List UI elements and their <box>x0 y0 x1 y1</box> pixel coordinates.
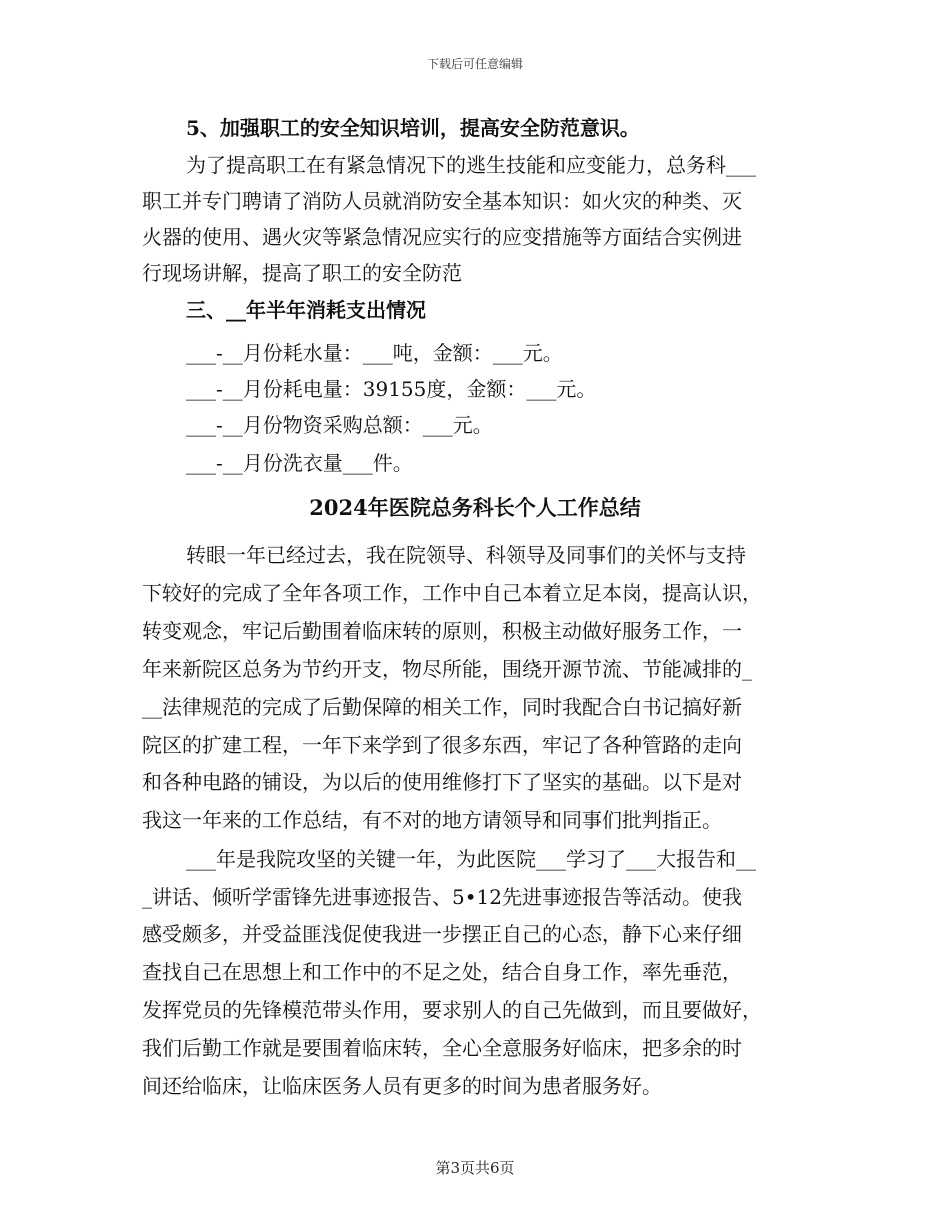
paragraph2-line: 查找自己在思想上和工作中的不足之处，结合自身工作，率先垂范， <box>142 960 742 984</box>
section5-line: 职工并专门聘请了消防人员就消防安全基本知识：如火灾的种类、灭 <box>142 189 742 213</box>
paragraph2-line: 感受颇多，并受益匪浅促使我进一步摆正自己的心态，静下心来仔细 <box>142 922 742 946</box>
paragraph2-line: 间还给临床，让临床医务人员有更多的时间为患者服务好。 <box>142 1074 662 1098</box>
paragraph2-line: _讲话、倾听学雷锋先进事迹报告、5•12先进事迹报告等活动。使我 <box>142 885 742 909</box>
page-number: 第3页共6页 <box>435 1159 515 1177</box>
paragraph1-line: 下较好的完成了全年各项工作，工作中自己本着立足本岗，提高认识， <box>142 581 762 605</box>
paragraph2-line: ___年是我院攻坚的关键一年，为此医院___学习了___大报告和__ <box>186 847 756 871</box>
section3-heading: 三、__年半年消耗支出情况 <box>186 298 426 322</box>
consumption-item: ___-__月份物资采购总额：___元。 <box>186 413 493 437</box>
page-header: 下载后可任意编辑 <box>426 57 523 71</box>
section5-line: 为了提高职工在有紧急情况下的逃生技能和应变能力，总务科___ <box>186 153 756 177</box>
document-title: 2024年医院总务科长个人工作总结 <box>309 495 641 520</box>
paragraph2-line: 我们后勤工作就是要围着临床转，全心全意服务好临床，把多余的时 <box>142 1036 742 1060</box>
consumption-item: ___-__月份耗电量：39155度，金额：___元。 <box>186 377 597 401</box>
paragraph2-line: 发挥党员的先锋模范带头作用，要求别人的自己先做到，而且要做好， <box>142 998 762 1022</box>
paragraph1-line: 和各种电路的铺设，为以后的使用维修打下了坚实的基础。以下是对 <box>142 770 742 794</box>
consumption-item: ___-__月份耗水量：___吨，金额：___元。 <box>186 341 563 365</box>
section5-heading: 5、加强职工的安全知识培训，提高安全防范意识。 <box>186 116 640 140</box>
paragraph1-line: 转眼一年已经过去，我在院领导、科领导及同事们的关怀与支持 <box>186 543 746 567</box>
consumption-item: ___-__月份洗衣量___件。 <box>186 451 413 475</box>
paragraph1-line: 转变观念，牢记后勤围着临床转的原则，积极主动做好服务工作，一 <box>142 619 742 643</box>
paragraph1-line: 我这一年来的工作总结，有不对的地方请领导和同事们批判指正。 <box>142 808 722 832</box>
section5-line: 火器的使用、遇火灾等紧急情况应实行的应变措施等方面结合实例进 <box>142 225 742 249</box>
paragraph1-line: 年来新院区总务为节约开支，物尽所能，围绕开源节流、节能减排的_ <box>142 657 752 681</box>
paragraph1-line: 院区的扩建工程，一年下来学到了很多东西，牢记了各种管路的走向 <box>142 733 742 757</box>
section5-line: 行现场讲解，提高了职工的安全防范 <box>142 261 462 285</box>
paragraph1-line: __法律规范的完成了后勤保障的相关工作，同时我配合白书记搞好新 <box>142 695 742 719</box>
